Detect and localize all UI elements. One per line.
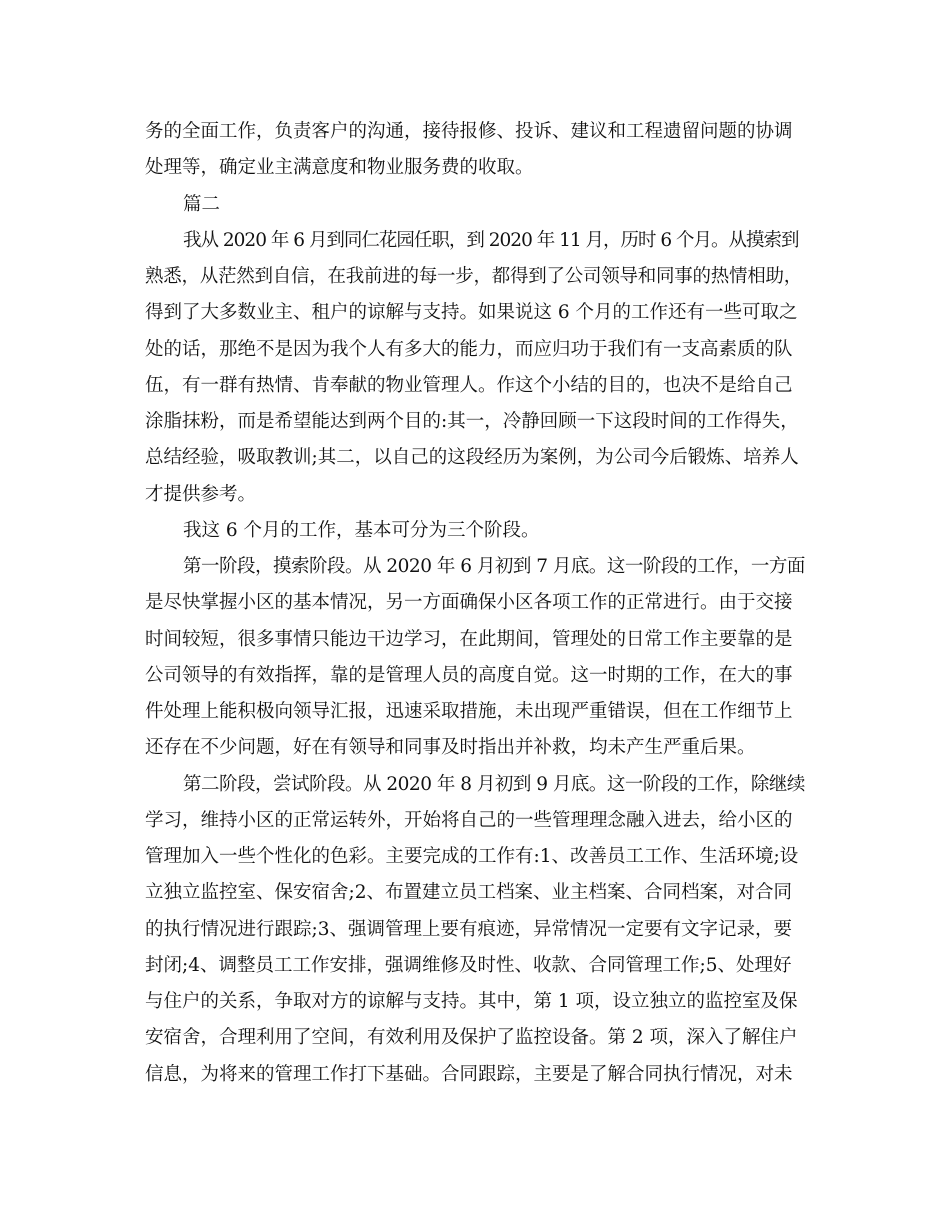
text-line: 总结经验，吸取教训;其二，以自己的这段经历为案例，为公司今后锻炼、培养人 <box>145 447 799 469</box>
text-line: 时间较短，很多事情只能边干边学习，在此期间，管理处的日常工作主要靠的是 <box>145 628 793 650</box>
text-line: 处理等，确定业主满意度和物业服务费的收取。 <box>145 157 534 179</box>
text-line: 安宿舍，合理利用了空间，有效利用及保护了监控设备。第 2 项，深入了解住户 <box>145 1027 798 1049</box>
text-line: 是尽快掌握小区的基本情况，另一方面确保小区各项工作的正常进行。由于交接 <box>145 592 793 614</box>
text-line: 学习，维持小区的正常运转外，开始将自己的一些管理理念融入进去，给小区的 <box>145 809 793 831</box>
text-line: 封闭;4、调整员工工作安排，强调维修及时性、收款、合同管理工作;5、处理好 <box>145 954 792 976</box>
text-line: 才提供参考。 <box>145 483 257 505</box>
text-line: 务的全面工作，负责客户的沟通，接待报修、投诉、建议和工程遗留问题的协调 <box>145 121 793 142</box>
text-line: 还存在不少问题，好在有领导和同事及时指出并补救，均未产生严重后果。 <box>145 737 756 759</box>
text-line: 我从 2020 年 6 月到同仁花园任职，到 2020 年 11 月，历时 6 个月。从摸索到 <box>183 229 799 251</box>
text-line: 第二阶段，尝试阶段。从 2020 年 8 月初到 9 月底。这一阶段的工作，除继续 <box>183 773 805 795</box>
text-line: 第一阶段，摸索阶段。从 2020 年 6 月初到 7 月底。这一阶段的工作，一方面 <box>183 556 805 577</box>
text-line: 公司领导的有效指挥，靠的是管理人员的高度自觉。这一时期的工作，在大的事 <box>145 664 793 686</box>
text-line: 我这 6 个月的工作，基本可分为三个阶段。 <box>183 519 540 541</box>
text-line: 的执行情况进行跟踪;3、强调管理上要有痕迹，异常情况一定要有文字记录，要 <box>145 918 793 940</box>
text-line: 信息，为将来的管理工作打下基础。合同跟踪，主要是了解合同执行情况，对未 <box>145 1063 793 1085</box>
text-line: 立独立监控室、保安宿舍;2、布置建立员工档案、业主档案、合同档案，对合同 <box>145 882 793 904</box>
text-line: 与住户的关系，争取对方的谅解与支持。其中，第 1 项，设立独立的监控室及保 <box>145 991 798 1012</box>
text-line: 处的话，那绝不是因为我个人有多大的能力，而应归功于我们有一支高素质的队 <box>145 338 793 360</box>
section-heading: 篇二 <box>183 193 221 215</box>
text-line: 得到了大多数业主、租户的谅解与支持。如果说这 6 个月的工作还有一些可取之 <box>145 302 798 324</box>
text-line: 熟悉，从茫然到自信，在我前进的每一步，都得到了公司领导和同事的热情相助， <box>145 266 803 287</box>
text-line: 伍，有一群有热情、肯奉献的物业管理人。作这个小结的目的，也决不是给自己 <box>145 374 793 396</box>
text-line: 件处理上能积极向领导汇报，迅速采取措施，未出现严重错误，但在工作细节上 <box>145 701 793 722</box>
document-body <box>145 114 805 1093</box>
text-line: 管理加入一些个性化的色彩。主要完成的工作有:1、改善员工工作、生活环境;设 <box>145 846 799 867</box>
text-line: 涂脂抹粉，而是希望能达到两个目的:其一，冷静回顾一下这段时间的工作得失， <box>145 411 799 432</box>
